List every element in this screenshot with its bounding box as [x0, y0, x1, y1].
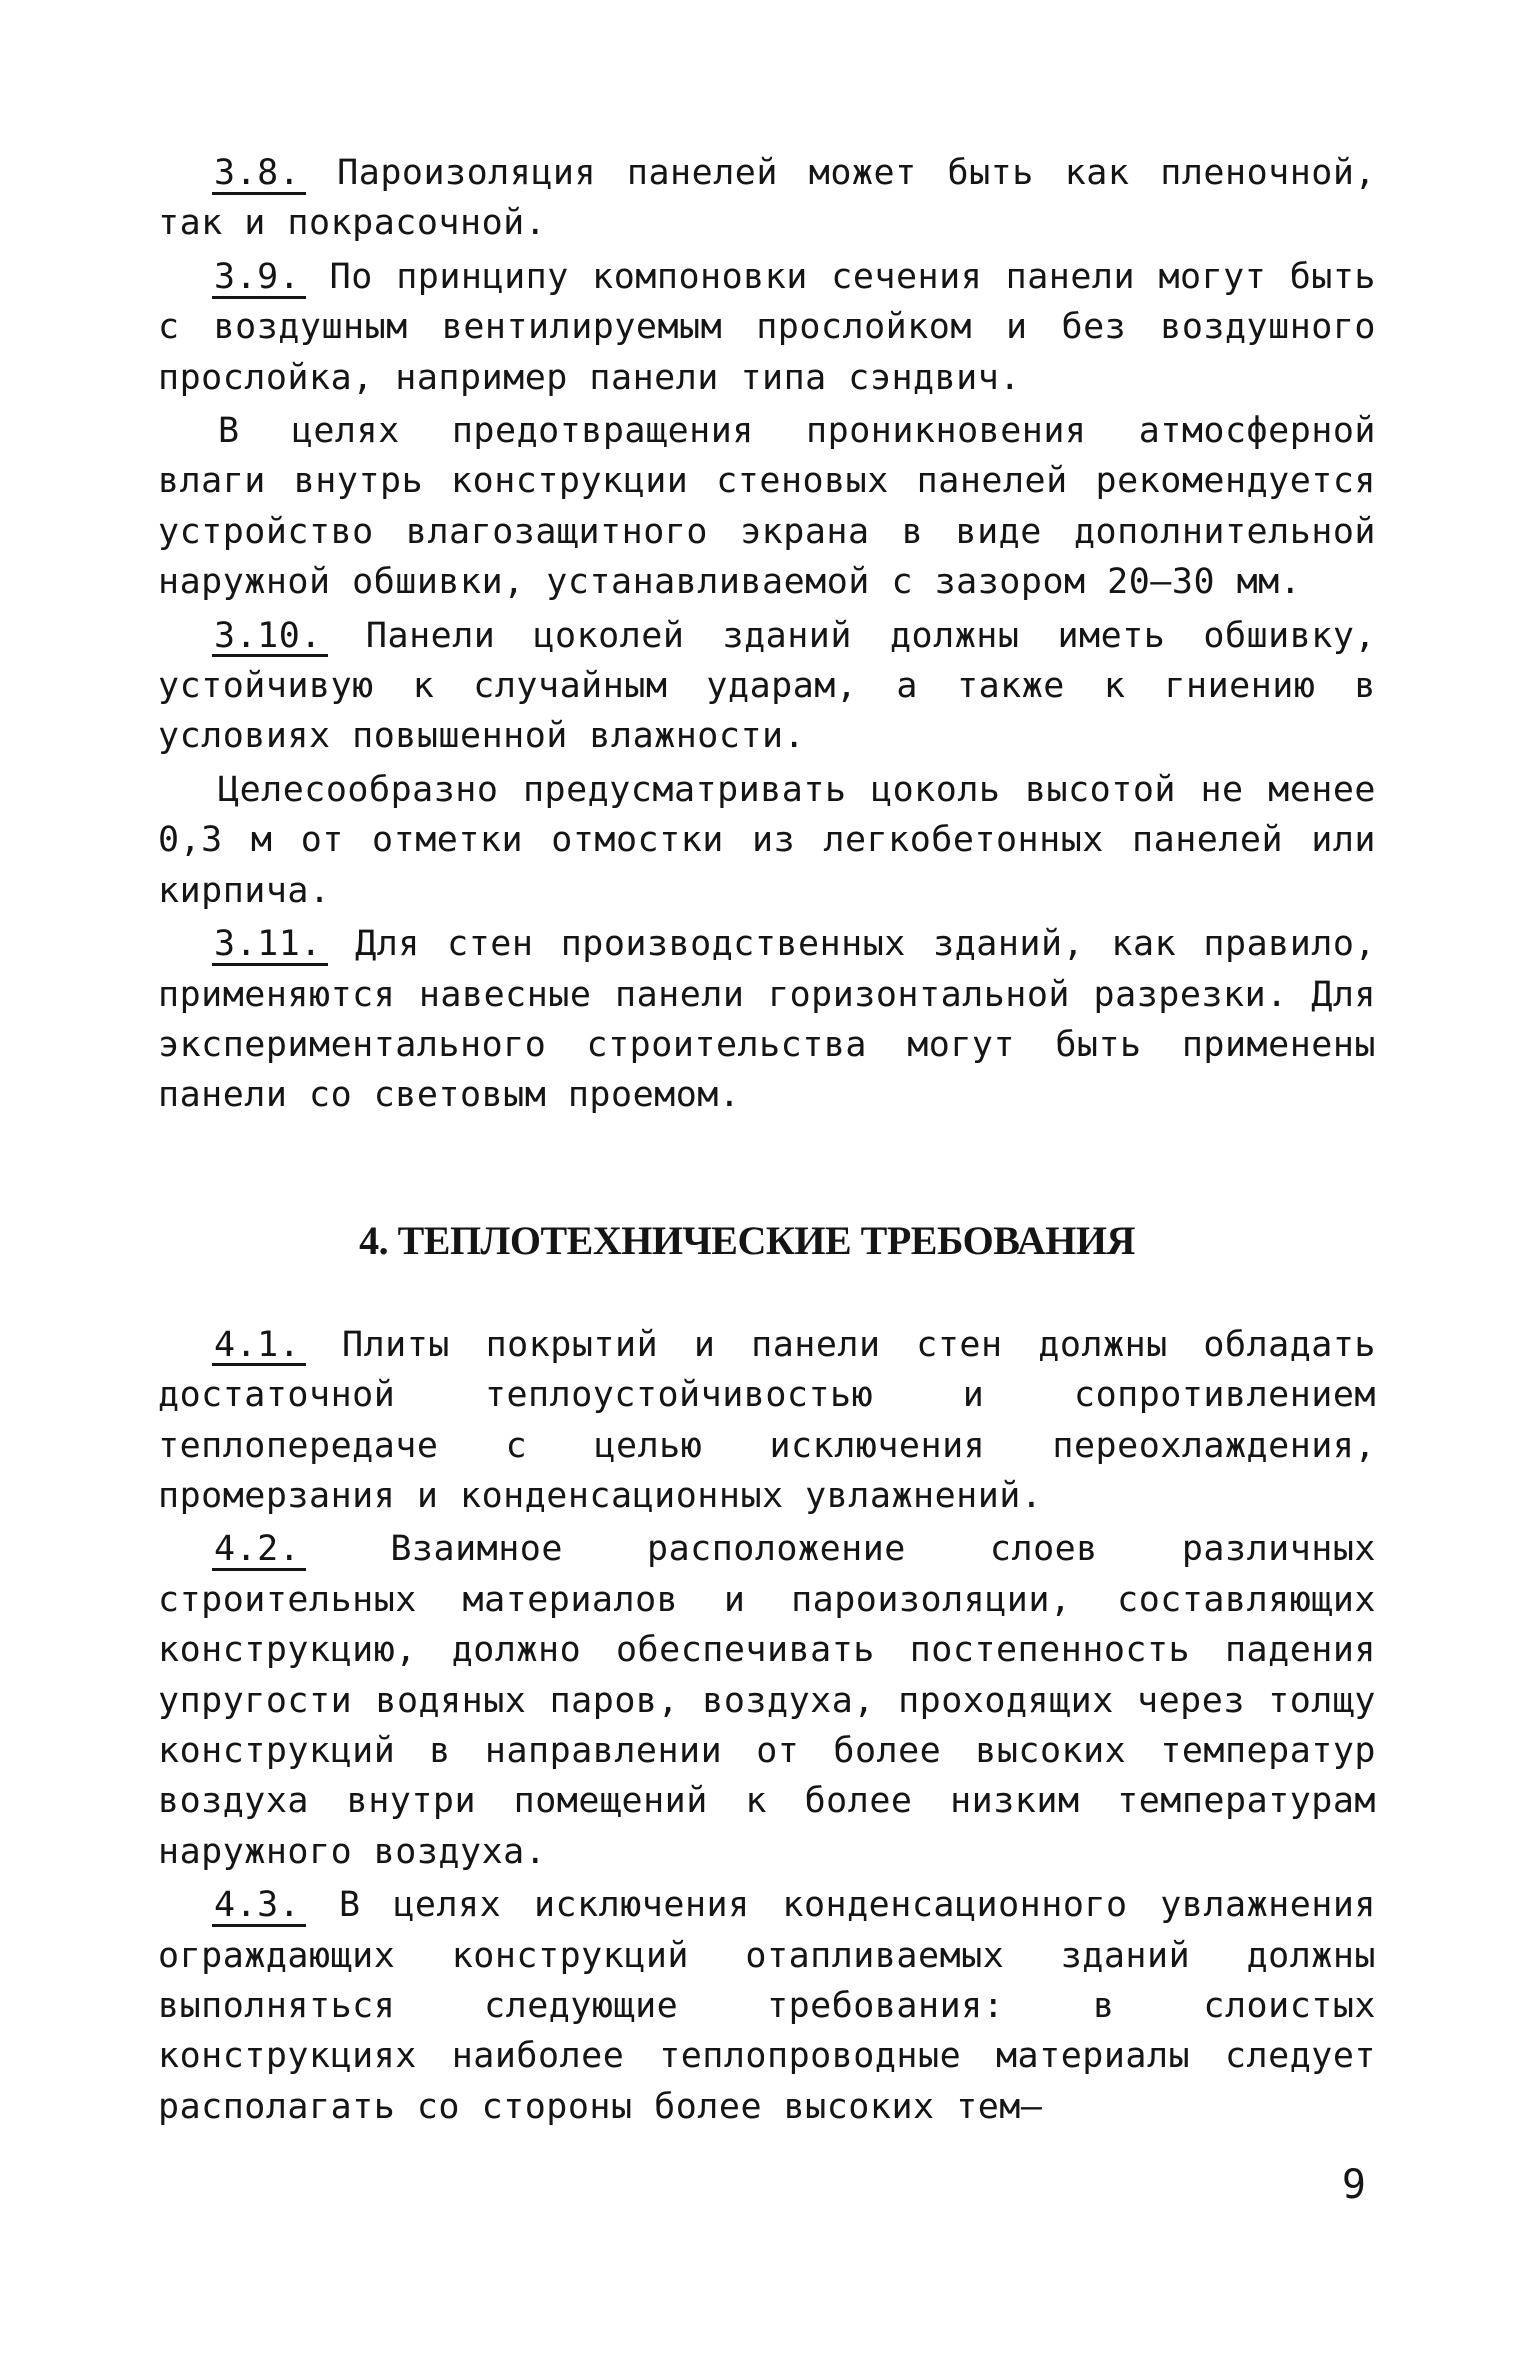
clause-number: 4.3.	[212, 1887, 306, 1927]
paragraph-3-11	[158, 919, 1376, 1121]
clause-number: 3.11.	[212, 926, 328, 966]
paragraph-3-9-continued	[158, 406, 1376, 608]
paragraph-4-1	[158, 1320, 1376, 1522]
clause-number: 4.2.	[212, 1531, 306, 1571]
paragraph-3-8	[158, 148, 1376, 249]
clause-number: 3.10.	[212, 618, 328, 658]
paragraph-4-3	[158, 1880, 1376, 2132]
paragraph-text: В целях исключения конденсационного увлажнения ограждающих конструкций отапливаемых зданий должны выполняться следующие требования: в слоистых конструкциях наиболее теплопроводные материалы следует располагать со стороны более высоких тем–	[158, 1885, 1376, 2127]
paragraph-4-2	[158, 1524, 1376, 1877]
clause-number: 4.1.	[212, 1327, 306, 1367]
paragraph-text: Целесообразно предусматривать цоколь высотой не менее 0,3 м от отметки отмостки из легкобетонных панелей или кирпича.	[158, 769, 1376, 911]
paragraph-text: Пароизоляция панелей может быть как пленочной, так и покрасочной.	[158, 153, 1376, 244]
page-number: 9	[1341, 2162, 1366, 2208]
clause-number: 3.8.	[212, 155, 306, 195]
paragraph-text: Для стен производственных зданий, как правило, применяются навесные панели горизонтальной разрезки. Для экспериментального строительства могут быть применены панели со световым проемом.	[158, 924, 1376, 1116]
paragraph-3-10-continued	[158, 765, 1376, 916]
paragraph-text: Плиты покрытий и панели стен должны обладать достаточной теплоустойчивостью и сопротивлением теплопередаче с целью исключения переохлаждения, промерзания и конденсационных увлажнений.	[158, 1324, 1376, 1516]
paragraph-text: Взаимное расположение слоев различных строительных материалов и пароизоляции, составляющих конструкцию, должно обеспечивать постепенность падения упругости водяных паров, воздуха, проходящих через толщу конструкций в направлении от более высоких температур воздуха внутри помещений к более низким температурам наружного воздуха.	[158, 1529, 1376, 1872]
paragraph-text: По принципу компоновки сечения панели могут быть с воздушным вентилируемым прослойком и без воздушного прослойка, например панели типа сэндвич.	[158, 256, 1376, 398]
paragraph-3-10	[158, 611, 1376, 762]
section-title: 4. ТЕПЛОТЕХНИЧЕСКИЕ ТРЕБОВАНИЯ	[359, 1217, 1135, 1263]
paragraph-text: В целях предотвращения проникновения атмосферной влаги внутрь конструкции стеновых панелей рекомендуется устройство влагозащитного экрана в виде дополнительной наружной обшивки, устанавливаемой с зазором 20–30 мм.	[158, 411, 1376, 603]
paragraph-text: Панели цоколей зданий должны иметь обшивку, устойчивую к случайным ударам, а также к гниению в условиях повышенной влажности.	[158, 615, 1376, 757]
clause-number: 3.9.	[212, 259, 306, 299]
paragraph-3-9	[158, 252, 1376, 403]
